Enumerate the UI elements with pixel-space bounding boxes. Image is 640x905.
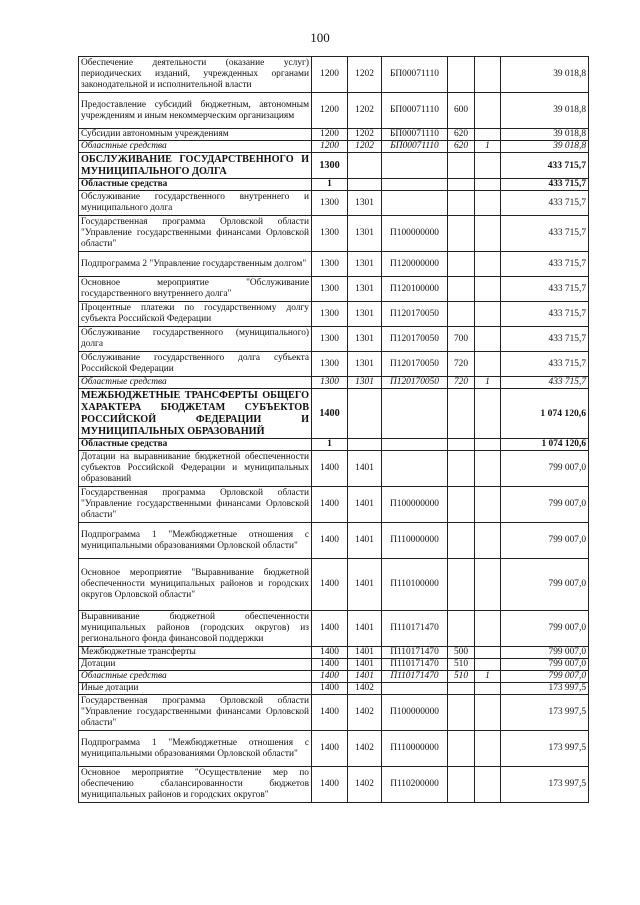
cell-expense-type-code: 720 <box>448 377 475 389</box>
cell-expense-type-code <box>448 302 475 327</box>
table-row <box>79 389 589 439</box>
cell-subsection-code: 1301 <box>348 216 382 252</box>
cell-section-code: 1400 <box>312 731 348 767</box>
cell-expense-type-code: 600 <box>448 93 475 129</box>
cell-target-article-code: БП00071110 <box>382 57 448 93</box>
cell-amount: 1 074 120,6 <box>501 389 589 439</box>
cell-funding-source-code <box>475 252 501 277</box>
cell-subsection-code <box>348 439 382 451</box>
table-row <box>79 57 589 93</box>
cell-subsection-code: 1202 <box>348 57 382 93</box>
cell-row-name: Иные дотации <box>79 683 312 695</box>
cell-amount: 799 007,0 <box>501 523 589 559</box>
table-row <box>79 767 589 803</box>
cell-funding-source-code <box>475 179 501 191</box>
cell-section-code: 1400 <box>312 451 348 487</box>
table-row <box>79 352 589 377</box>
cell-section-code: 1300 <box>312 191 348 216</box>
cell-section-code: 1200 <box>312 57 348 93</box>
cell-section-code: 1300 <box>312 352 348 377</box>
cell-target-article-code: П110000000 <box>382 731 448 767</box>
cell-row-name: Обслуживание государственного (муниципального) долга <box>79 327 312 352</box>
table-row <box>79 731 589 767</box>
cell-subsection-code: 1401 <box>348 559 382 611</box>
cell-funding-source-code <box>475 451 501 487</box>
cell-subsection-code: 1401 <box>348 647 382 659</box>
cell-section-code: 1400 <box>312 389 348 439</box>
cell-subsection-code: 1301 <box>348 252 382 277</box>
table-row <box>79 179 589 191</box>
cell-subsection-code <box>348 179 382 191</box>
cell-amount: 433 715,7 <box>501 377 589 389</box>
table-row <box>79 611 589 647</box>
cell-amount: 39 018,8 <box>501 141 589 153</box>
cell-funding-source-code <box>475 731 501 767</box>
table-row <box>79 695 589 731</box>
cell-amount: 433 715,7 <box>501 191 589 216</box>
cell-section-code: 1300 <box>312 377 348 389</box>
cell-subsection-code: 1402 <box>348 695 382 731</box>
cell-amount: 433 715,7 <box>501 216 589 252</box>
cell-row-name: Подпрограмма 1 "Межбюджетные отношения с муниципальными образованиями Орловской области" <box>79 523 312 559</box>
cell-funding-source-code <box>475 352 501 377</box>
cell-row-name: Основное мероприятие "Обслуживание государственного внутреннего долга" <box>79 277 312 302</box>
cell-amount: 433 715,7 <box>501 327 589 352</box>
cell-amount: 799 007,0 <box>501 671 589 683</box>
cell-section-code: 1200 <box>312 141 348 153</box>
cell-funding-source-code <box>475 611 501 647</box>
cell-target-article-code: П120170050 <box>382 352 448 377</box>
cell-expense-type-code <box>448 523 475 559</box>
cell-expense-type-code: 500 <box>448 647 475 659</box>
table-row <box>79 683 589 695</box>
cell-section-code: 1300 <box>312 327 348 352</box>
cell-target-article-code: П110000000 <box>382 523 448 559</box>
cell-section-code: 1400 <box>312 671 348 683</box>
cell-expense-type-code: 510 <box>448 671 475 683</box>
cell-row-name: Государственная программа Орловской области "Управление государственными финансами Орловской области" <box>79 487 312 523</box>
table-row <box>79 439 589 451</box>
cell-expense-type-code <box>448 57 475 93</box>
cell-target-article-code: П120170050 <box>382 377 448 389</box>
cell-funding-source-code <box>475 695 501 731</box>
table-row <box>79 302 589 327</box>
cell-row-name: МЕЖБЮДЖЕТНЫЕ ТРАНСФЕРТЫ ОБЩЕГО ХАРАКТЕРА БЮДЖЕТАМ СУБЪЕКТОВ РОССИЙСКОЙ ФЕДЕРАЦИИ И МУНИЦИПАЛЬНЫХ ОБРАЗОВАНИЙ <box>79 389 312 439</box>
cell-row-name: Основное мероприятие "Выравнивание бюджетной обеспеченности муниципальных районов и городских округов Орловской области" <box>79 559 312 611</box>
cell-funding-source-code: 1 <box>475 377 501 389</box>
cell-section-code: 1400 <box>312 559 348 611</box>
cell-row-name: Областные средства <box>79 439 312 451</box>
cell-amount: 433 715,7 <box>501 352 589 377</box>
cell-section-code: 1200 <box>312 93 348 129</box>
cell-subsection-code: 1401 <box>348 659 382 671</box>
table-row <box>79 153 589 179</box>
cell-subsection-code: 1301 <box>348 277 382 302</box>
cell-row-name: Предоставление субсидий бюджетным, автономным учреждениям и иным некоммерческим организациям <box>79 93 312 129</box>
cell-target-article-code: П120170050 <box>382 302 448 327</box>
cell-section-code: 1300 <box>312 252 348 277</box>
cell-target-article-code <box>382 389 448 439</box>
cell-target-article-code: П110171470 <box>382 611 448 647</box>
cell-target-article-code: БП00071110 <box>382 129 448 141</box>
cell-amount: 799 007,0 <box>501 659 589 671</box>
cell-section-code: 1400 <box>312 767 348 803</box>
cell-funding-source-code <box>475 389 501 439</box>
cell-subsection-code: 1301 <box>348 377 382 389</box>
cell-funding-source-code <box>475 439 501 451</box>
table-row <box>79 671 589 683</box>
cell-row-name: ОБСЛУЖИВАНИЕ ГОСУДАРСТВЕННОГО И МУНИЦИПАЛЬНОГО ДОЛГА <box>79 153 312 179</box>
cell-target-article-code: БП00071110 <box>382 93 448 129</box>
table-row <box>79 647 589 659</box>
cell-expense-type-code: 620 <box>448 129 475 141</box>
cell-row-name: Основное мероприятие "Осуществление мер по обеспечению сбалансированности бюджетов муниципальных районов и городских округов" <box>79 767 312 803</box>
cell-expense-type-code: 510 <box>448 659 475 671</box>
cell-funding-source-code <box>475 487 501 523</box>
cell-subsection-code: 1301 <box>348 352 382 377</box>
cell-target-article-code: П110200000 <box>382 767 448 803</box>
cell-row-name: Областные средства <box>79 179 312 191</box>
cell-amount: 433 715,7 <box>501 153 589 179</box>
cell-target-article-code <box>382 683 448 695</box>
cell-target-article-code <box>382 191 448 216</box>
cell-row-name: Выравнивание бюджетной обеспеченности муниципальных районов (городских округов) из регионального фонда финансовой поддержки <box>79 611 312 647</box>
cell-row-name: Подпрограмма 2 "Управление государственным долгом" <box>79 252 312 277</box>
cell-row-name: Государственная программа Орловской области "Управление государственными финансами Орловской области" <box>79 695 312 731</box>
cell-row-name: Процентные платежи по государственному долгу субъекта Российской Федерации <box>79 302 312 327</box>
cell-expense-type-code <box>448 191 475 216</box>
budget-table-body <box>79 57 589 803</box>
cell-expense-type-code: 720 <box>448 352 475 377</box>
cell-row-name: Областные средства <box>79 671 312 683</box>
cell-funding-source-code <box>475 191 501 216</box>
table-row <box>79 451 589 487</box>
table-row <box>79 487 589 523</box>
cell-target-article-code: П100000000 <box>382 487 448 523</box>
cell-amount: 39 018,8 <box>501 57 589 93</box>
table-row <box>79 129 589 141</box>
cell-subsection-code: 1401 <box>348 611 382 647</box>
cell-row-name: Областные средства <box>79 377 312 389</box>
cell-target-article-code: П110100000 <box>382 559 448 611</box>
table-row <box>79 559 589 611</box>
cell-amount: 433 715,7 <box>501 179 589 191</box>
table-row <box>79 141 589 153</box>
cell-funding-source-code <box>475 767 501 803</box>
cell-section-code: 1 <box>312 179 348 191</box>
cell-row-name: Межбюджетные трансферты <box>79 647 312 659</box>
cell-funding-source-code <box>475 659 501 671</box>
cell-expense-type-code <box>448 216 475 252</box>
cell-subsection-code: 1301 <box>348 191 382 216</box>
cell-row-name: Обслуживание государственного внутреннего и муниципального долга <box>79 191 312 216</box>
cell-row-name: Дотации <box>79 659 312 671</box>
cell-amount: 799 007,0 <box>501 451 589 487</box>
table-row <box>79 93 589 129</box>
cell-section-code: 1400 <box>312 647 348 659</box>
table-row <box>79 523 589 559</box>
cell-row-name: Государственная программа Орловской области "Управление государственными финансами Орловской области" <box>79 216 312 252</box>
cell-expense-type-code <box>448 767 475 803</box>
cell-funding-source-code <box>475 327 501 352</box>
cell-target-article-code: П110171470 <box>382 659 448 671</box>
cell-funding-source-code <box>475 647 501 659</box>
cell-section-code: 1300 <box>312 216 348 252</box>
cell-funding-source-code: 1 <box>475 671 501 683</box>
cell-amount: 799 007,0 <box>501 611 589 647</box>
cell-subsection-code: 1401 <box>348 523 382 559</box>
cell-amount: 799 007,0 <box>501 647 589 659</box>
cell-row-name: Подпрограмма 1 "Межбюджетные отношения с муниципальными образованиями Орловской области" <box>79 731 312 767</box>
cell-target-article-code: П110171470 <box>382 647 448 659</box>
cell-expense-type-code <box>448 277 475 302</box>
cell-funding-source-code <box>475 683 501 695</box>
cell-subsection-code <box>348 153 382 179</box>
cell-funding-source-code <box>475 57 501 93</box>
cell-amount: 173 997,5 <box>501 683 589 695</box>
cell-section-code: 1200 <box>312 129 348 141</box>
cell-target-article-code: П120000000 <box>382 252 448 277</box>
cell-expense-type-code <box>448 179 475 191</box>
cell-section-code: 1400 <box>312 523 348 559</box>
table-row <box>79 252 589 277</box>
cell-expense-type-code: 700 <box>448 327 475 352</box>
table-row <box>79 377 589 389</box>
cell-amount: 173 997,5 <box>501 695 589 731</box>
table-row <box>79 191 589 216</box>
cell-target-article-code: П100000000 <box>382 695 448 731</box>
cell-target-article-code <box>382 179 448 191</box>
cell-target-article-code: П120170050 <box>382 327 448 352</box>
cell-funding-source-code: 1 <box>475 141 501 153</box>
cell-funding-source-code <box>475 93 501 129</box>
cell-amount: 173 997,5 <box>501 767 589 803</box>
cell-amount: 433 715,7 <box>501 277 589 302</box>
cell-subsection-code: 1301 <box>348 302 382 327</box>
cell-funding-source-code <box>475 216 501 252</box>
cell-target-article-code <box>382 439 448 451</box>
cell-subsection-code: 1202 <box>348 93 382 129</box>
cell-section-code: 1400 <box>312 695 348 731</box>
cell-target-article-code <box>382 451 448 487</box>
cell-subsection-code: 1401 <box>348 487 382 523</box>
cell-subsection-code: 1202 <box>348 141 382 153</box>
cell-expense-type-code <box>448 559 475 611</box>
cell-amount: 433 715,7 <box>501 252 589 277</box>
cell-subsection-code: 1202 <box>348 129 382 141</box>
cell-funding-source-code <box>475 153 501 179</box>
table-row <box>79 327 589 352</box>
cell-section-code: 1300 <box>312 153 348 179</box>
cell-expense-type-code <box>448 487 475 523</box>
cell-subsection-code: 1401 <box>348 671 382 683</box>
cell-amount: 799 007,0 <box>501 559 589 611</box>
cell-subsection-code: 1401 <box>348 451 382 487</box>
cell-section-code: 1300 <box>312 277 348 302</box>
cell-section-code: 1400 <box>312 487 348 523</box>
cell-funding-source-code <box>475 302 501 327</box>
cell-subsection-code: 1301 <box>348 327 382 352</box>
cell-amount: 799 007,0 <box>501 487 589 523</box>
cell-target-article-code: БП00071110 <box>382 141 448 153</box>
cell-expense-type-code <box>448 252 475 277</box>
cell-expense-type-code <box>448 389 475 439</box>
cell-expense-type-code <box>448 731 475 767</box>
cell-row-name: Дотации на выравнивание бюджетной обеспеченности субъектов Российской Федерации и муниципальных образований <box>79 451 312 487</box>
cell-subsection-code: 1402 <box>348 683 382 695</box>
cell-expense-type-code <box>448 695 475 731</box>
cell-subsection-code: 1402 <box>348 731 382 767</box>
cell-section-code: 1400 <box>312 683 348 695</box>
cell-amount: 39 018,8 <box>501 93 589 129</box>
page-number: 100 <box>310 30 330 45</box>
cell-row-name: Субсидии автономным учреждениям <box>79 129 312 141</box>
cell-expense-type-code: 620 <box>448 141 475 153</box>
cell-expense-type-code <box>448 439 475 451</box>
cell-funding-source-code <box>475 559 501 611</box>
cell-section-code: 1400 <box>312 611 348 647</box>
cell-funding-source-code <box>475 277 501 302</box>
cell-expense-type-code <box>448 683 475 695</box>
cell-subsection-code <box>348 389 382 439</box>
cell-target-article-code <box>382 153 448 179</box>
cell-target-article-code: П120100000 <box>382 277 448 302</box>
cell-amount: 173 997,5 <box>501 731 589 767</box>
table-row <box>79 277 589 302</box>
cell-expense-type-code <box>448 153 475 179</box>
budget-table <box>78 56 589 803</box>
cell-subsection-code: 1402 <box>348 767 382 803</box>
cell-row-name: Обслуживание государственного долга субъекта Российской Федерации <box>79 352 312 377</box>
cell-row-name: Областные средства <box>79 141 312 153</box>
cell-section-code: 1 <box>312 439 348 451</box>
cell-funding-source-code <box>475 129 501 141</box>
cell-amount: 39 018,8 <box>501 129 589 141</box>
cell-amount: 1 074 120,6 <box>501 439 589 451</box>
cell-amount: 433 715,7 <box>501 302 589 327</box>
cell-expense-type-code <box>448 611 475 647</box>
table-row <box>79 659 589 671</box>
cell-expense-type-code <box>448 451 475 487</box>
cell-target-article-code: П100000000 <box>382 216 448 252</box>
cell-target-article-code: П110171470 <box>382 671 448 683</box>
table-row <box>79 216 589 252</box>
cell-section-code: 1400 <box>312 659 348 671</box>
cell-row-name: Обеспечение деятельности (оказание услуг) периодических изданий, учрежденных органами законодательной и исполнительной власти <box>79 57 312 93</box>
cell-funding-source-code <box>475 523 501 559</box>
cell-section-code: 1300 <box>312 302 348 327</box>
